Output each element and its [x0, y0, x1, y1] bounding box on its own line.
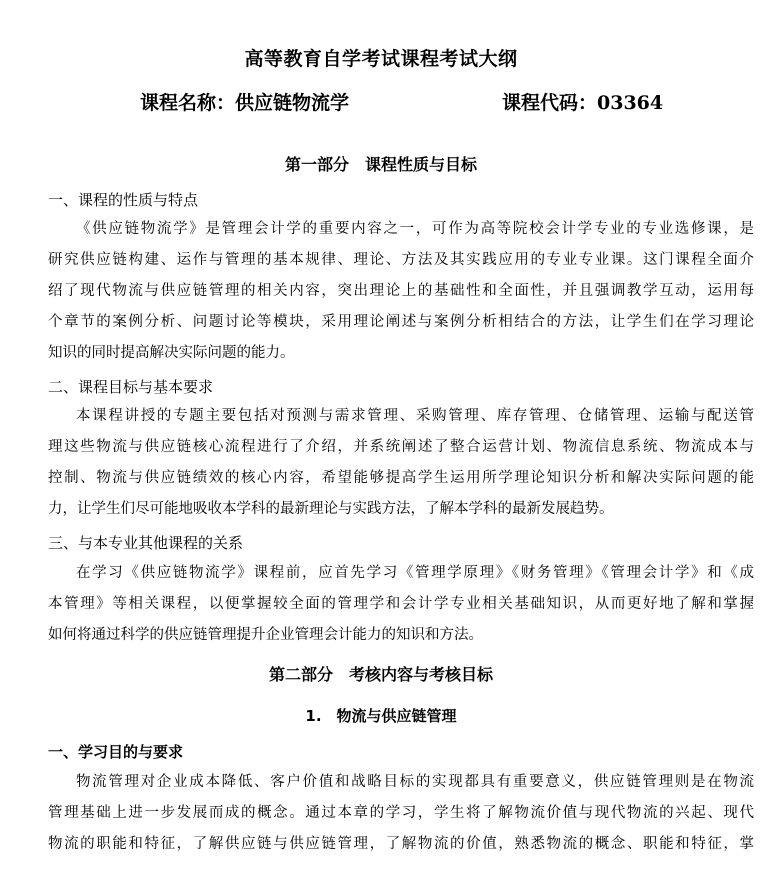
document-title: 高等教育自学考试课程考试大纲	[244, 48, 518, 70]
course-code: 课程代码：03364	[502, 92, 664, 114]
paragraph-relations	[48, 558, 754, 651]
paragraph-line: 如何将通过科学的供应链管理提升企业管理会计能力的知识和方法。	[48, 627, 483, 643]
paragraph-learning-goals	[48, 767, 754, 860]
paragraph-line: 理这些物流与供应链核心流程进行了介绍，并系统阐述了整合运营计划、物流信息系统、物流成本与	[48, 439, 754, 455]
paragraph-line: 本课程讲授的专题主要包括对预测与需求管理、采购管理、库存管理、仓储管理、运输与配送管	[76, 408, 754, 424]
paragraph-line: 绍了现代物流与供应链管理的相关内容，突出理论上的基础性和全面性，并且强调教学互动，运用每	[48, 283, 754, 299]
paragraph-line: 研究供应链构建、运作与管理的基本规律、理论、方法及其实践应用的专业专业课。这门课程全面介	[48, 252, 754, 268]
paragraph-line: 《供应链物流学》是管理会计学的重要内容之一，可作为高等院校会计学专业的专业选修课，是	[76, 221, 754, 237]
paragraph-line: 管理基础上进一步发展而成的概念。通过本章的学习，学生将了解物流价值与现代物流的兴起、现代	[48, 805, 754, 821]
section-heading-objectives: 二、课程目标与基本要求	[48, 378, 214, 396]
part1-heading: 第一部分 课程性质与目标	[284, 155, 477, 174]
section-heading-nature: 一、课程的性质与特点	[48, 191, 199, 209]
paragraph-line: 力，让学生们尽可能地吸收本学科的最新理论与实践方法，了解本学科的最新发展趋势。	[48, 501, 614, 517]
paragraph-line: 在学习《供应链物流学》课程前，应首先学习《管理学原理》《财务管理》《管理会计学》和《成	[76, 565, 754, 581]
part2-heading: 第二部分 考核内容与考核目标	[268, 665, 493, 684]
paragraph-line: 个章节的案例分析、问题讨论等模块，采用理论阐述与案例分析相结合的方法，让学生们在学习理论	[48, 314, 754, 330]
course-name: 课程名称：供应链物流学	[140, 92, 350, 114]
paragraph-line: 物流的职能和特征，了解供应链与供应链管理，了解物流的价值，熟悉物流的概念、职能和特征，掌	[48, 836, 754, 852]
paragraph-line: 控制、物流与供应链绩效的核心内容，希望能够提高学生运用所学理论知识分析和解决实际问题的能	[48, 470, 754, 486]
paragraph-line: 本管理》等相关课程，以便掌握较全面的管理学和会计学专业相关基础知识，从而更好地了解和掌握	[48, 596, 754, 612]
paragraph-line: 物流管理对企业成本降低、客户价值和战略目标的实现都具有重要意义，供应链管理则是在物流	[76, 774, 754, 790]
chapter1-heading: 1. 物流与供应链管理	[305, 707, 457, 725]
paragraph-objectives	[48, 401, 754, 525]
section-heading-relations: 三、与本专业其他课程的关系	[48, 534, 244, 552]
section-heading-learning-goals: 一、学习目的与要求	[48, 743, 184, 761]
paragraph-nature	[48, 214, 754, 369]
paragraph-line: 知识的同时提高解决实际问题的能力。	[48, 345, 295, 361]
